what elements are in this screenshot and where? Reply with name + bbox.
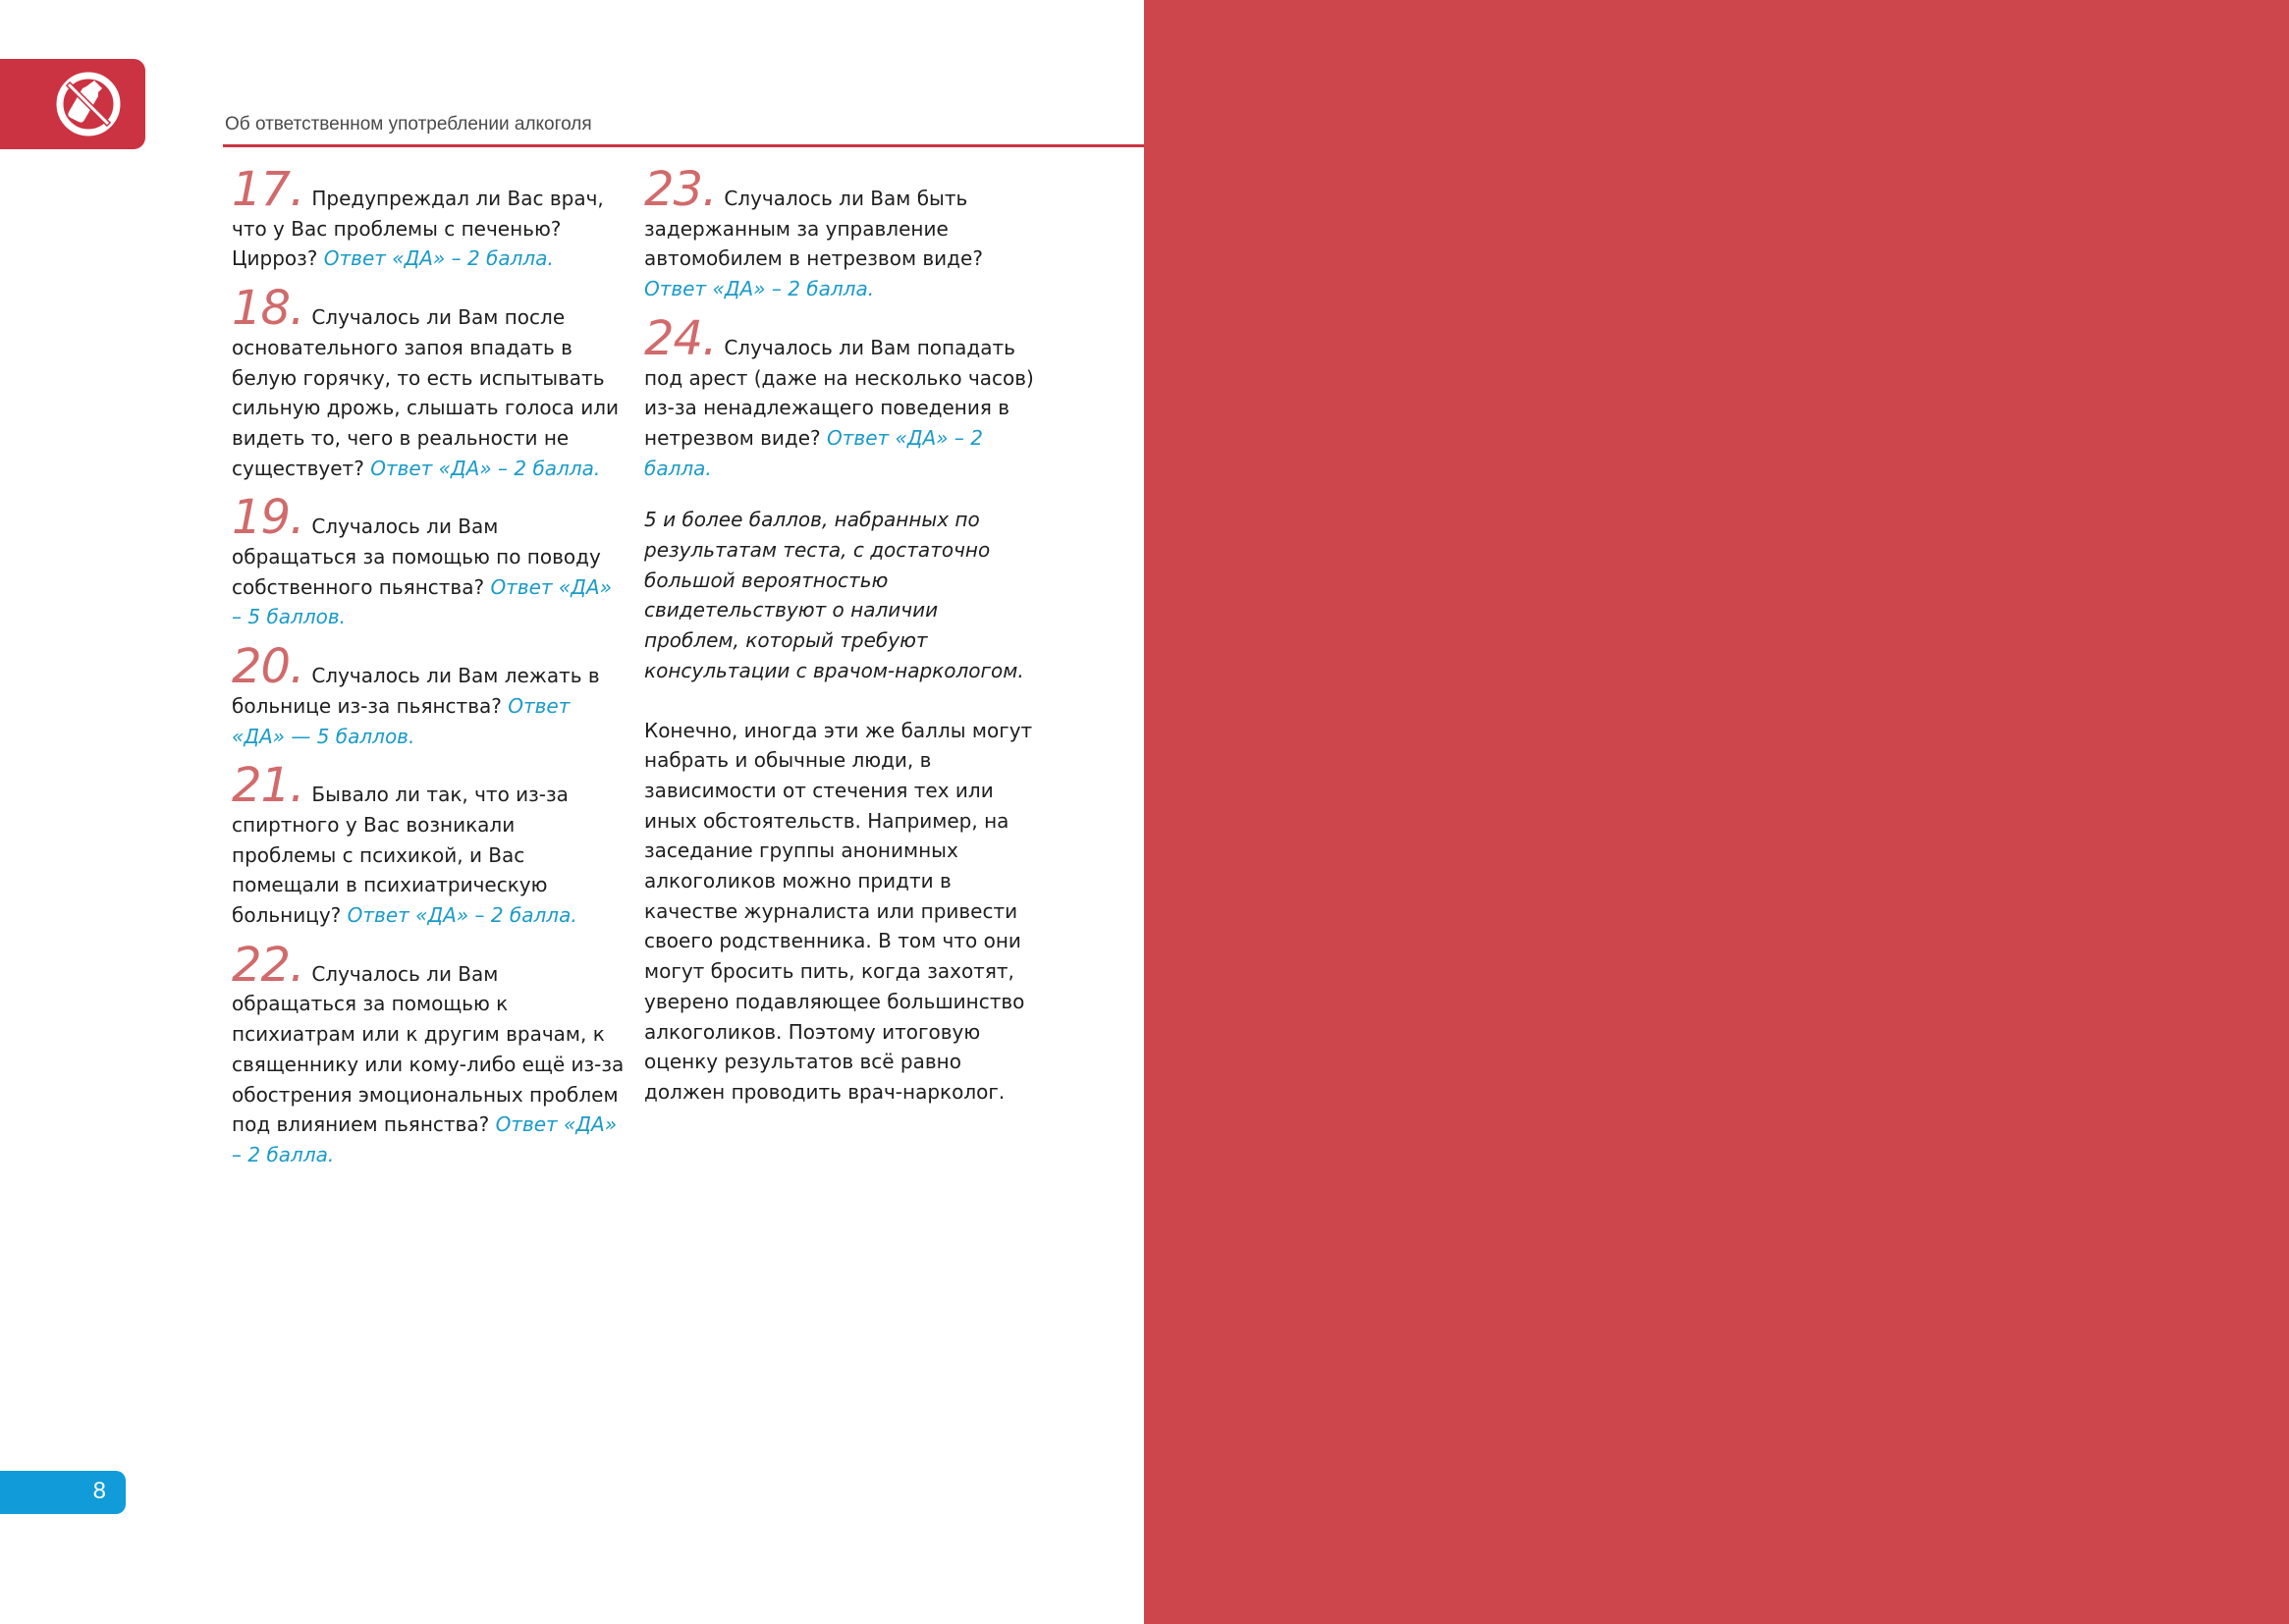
question-17 [232,162,625,274]
question-number: 24. [644,310,717,366]
answer-text: Ответ «ДА» – 2 балла. [644,277,875,301]
question-21 [232,758,625,931]
question-number: 21. [232,758,304,814]
question-23 [644,162,1037,304]
question-number: 18. [232,281,304,337]
question-text: Предупреждал ли Вас врач, что у Вас проблемы с печенью? Цирроз? [232,187,604,271]
answer-text: Ответ «ДА» – 2 балла. [370,456,601,480]
question-20 [232,639,625,751]
body-paragraph: Конечно, иногда эти же баллы могут набрать и обычные люди, в зависимости от стечения тех или иных обстоятельств. Например, на заседание группы анонимных алкоголиков можно придти в качестве журналиста или привести своего родственника. В том что они могут бросить пить, когда захотят, уверено подавляющее большинство алкоголиков. Поэтому итоговую оценку результатов всё равно должен проводить врач-нарколог. [644,718,1033,1104]
question-text: Случалось ли Вам лежать в больнице из-за пьянства? [232,664,600,718]
running-head: Об ответственном употреблении алкоголя [225,114,592,135]
red-side-panel [1144,0,2289,1624]
answer-text: Ответ «ДА» – 2 балла. [323,246,554,271]
question-number: 23. [644,162,717,217]
question-text: Случалось ли Вам после основательного запоя впадать в белую горячку, то есть испытывать сильную дрожь, слышать голоса или видеть то, чего в реальности не существует? [232,305,620,480]
question-text: Случалось ли Вам обращаться за помощью к психиатрам или к другим врачам, к священнику или кому-либо ещё из-за обострения эмоциональных проблем под влиянием пьянства? [232,961,625,1137]
answer-text: Ответ «ДА» – 5 баллов. [232,574,612,629]
header-rule [223,144,1144,147]
question-24 [644,310,1037,484]
answer-text: Ответ «ДА» – 2 балла. [232,1112,618,1166]
column-left [232,162,625,1190]
question-number: 22. [232,937,304,993]
question-18 [232,281,625,483]
question-22 [232,937,625,1170]
question-text: Случалось ли Вам попадать под арест (даже на несколько часов) из-за ненадлежащего поведения в нетрезвом виде? [644,335,1034,450]
page-number-badge [0,1471,126,1514]
answer-text: Ответ «ДА» – 2 балла. [644,425,983,480]
no-alcohol-icon [55,71,122,137]
question-text: Случалось ли Вам обращаться за помощью по поводу собственного пьянства? [232,514,601,599]
question-text: Бывало ли так, что из-за спиртного у Вас возникали проблемы с психикой, и Вас помещали в психиатрическую больницу? [232,783,569,928]
page-number: 8 [92,1478,106,1504]
section-tab [0,59,145,149]
answer-text: Ответ «ДА» – 2 балла. [347,903,577,928]
question-number: 20. [232,639,304,695]
question-text: Случалось ли Вам быть задержанным за управление автомобилем в нетрезвом виде? [644,187,983,271]
answer-text: Ответ «ДА» — 5 баллов. [232,693,571,748]
column-right [644,162,1037,1108]
question-number: 19. [232,490,304,546]
score-note: 5 и более баллов, набранных по результатам теста, с достаточно большой вероятностью свидетельствуют о наличии проблем, который требуют консультации с врачом-наркологом. [644,508,1024,682]
question-number: 17. [232,162,304,217]
question-19 [232,490,625,632]
